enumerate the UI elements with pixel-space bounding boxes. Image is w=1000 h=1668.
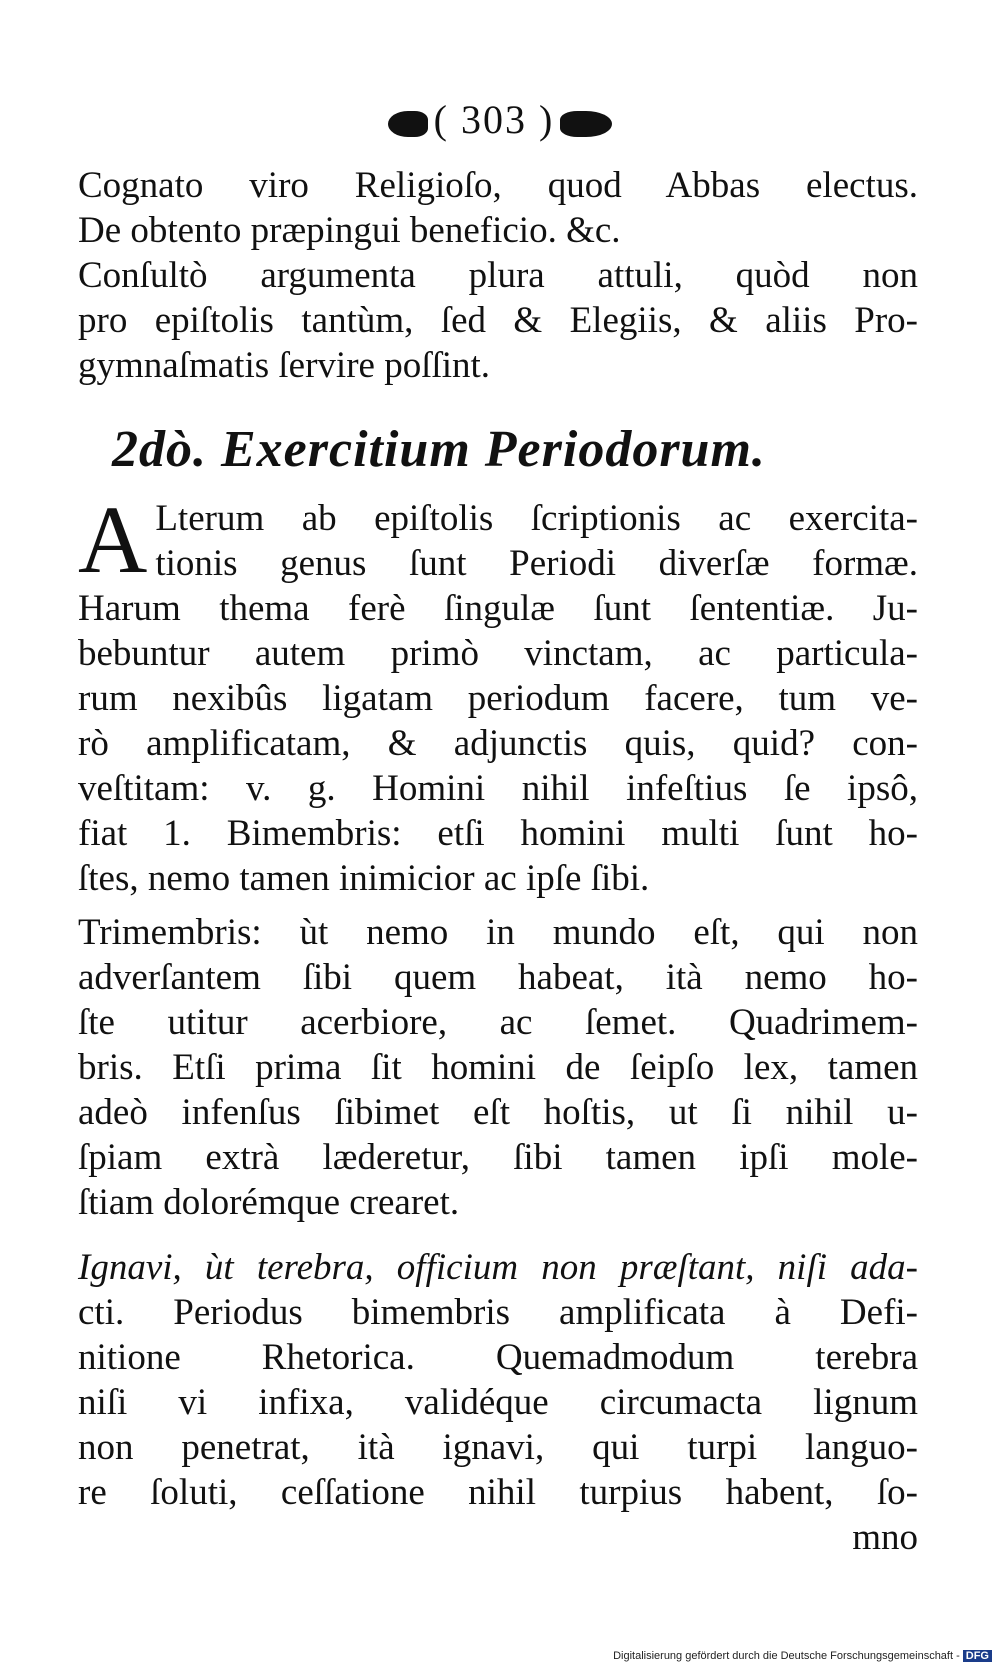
text-line: ſpiam extrà læderetur, ſibi tamen ipſi mole- — [78, 1137, 918, 1178]
paragraph-block-3 — [78, 910, 918, 1225]
text-line: fiat 1. Bimembris: etſi homini multi ſunt ho- — [78, 813, 918, 854]
catchword: mno — [852, 1517, 918, 1558]
text-line: nitione Rhetorica. Quemadmodum terebra — [78, 1337, 918, 1378]
drop-cap: A — [78, 486, 148, 593]
text-line: re ſoluti, ceſſatione nihil turpius habent, ſo- — [78, 1472, 918, 1513]
dfg-logo: DFG — [963, 1650, 992, 1662]
text-line: Harum thema ferè ſingulæ ſunt ſententiæ. Ju- — [78, 588, 918, 629]
text-line: niſi vi infixa, validéque circumacta lignum — [78, 1382, 918, 1423]
ornament-right-icon — [560, 111, 612, 137]
paragraph-block-2 — [78, 486, 918, 901]
text-line: ſtiam dolorémque crearet. — [78, 1182, 460, 1223]
section-heading: 2dò. Exercitium Periodorum. — [112, 421, 766, 478]
text-line: Cognato viro Religioſo, quod Abbas electus. — [78, 165, 918, 206]
digitization-credit — [613, 1650, 992, 1662]
text-line: De obtento præpingui beneficio. &c. — [78, 210, 621, 251]
text-line: bris. Etſi prima ſit homini de ſeipſo lex, tamen — [78, 1047, 918, 1088]
text-line: bebuntur autem primò vinctam, ac particula- — [78, 633, 918, 674]
text-line: cti. Periodus bimembris amplificata à Defi- — [78, 1292, 918, 1333]
text-line: Conſultò argumenta plura attuli, quòd non — [78, 255, 918, 296]
text-line: rum nexibûs ligatam periodum facere, tum ve- — [78, 678, 918, 719]
text-line: rò amplificatam, & adjunctis quis, quid? con- — [78, 723, 918, 764]
text-line: veſtitam: v. g. Homini nihil infeſtius ſe ipsô, — [78, 768, 918, 809]
text-line: pro epiſtolis tantùm, ſed & Elegiis, & aliis Pro- — [78, 300, 918, 341]
text-line: gymnaſmatis ſervire poſſint. — [78, 345, 491, 386]
page-number: ( 303 ) — [433, 97, 555, 142]
paragraph-block-4 — [78, 1245, 918, 1560]
text-line: Lterum ab epiſtolis ſcriptionis ac exercita- — [155, 498, 918, 539]
text-line: ſtes, nemo tamen inimicior ac ipſe ſibi. — [78, 858, 650, 899]
text-line: non penetrat, ità ignavi, qui turpi languo- — [78, 1427, 918, 1468]
text-line: adeò infenſus ſibimet eſt hoſtis, ut ſi nihil u- — [78, 1092, 918, 1133]
ornament-left-icon — [388, 111, 428, 137]
text-line: Trimembris: ùt nemo in mundo eſt, qui non — [78, 912, 918, 953]
text-line: ſte utitur acerbiore, ac ſemet. Quadrimem- — [78, 1002, 918, 1043]
text-line: tionis genus ſunt Periodi diverſæ formæ. — [155, 543, 918, 584]
text-line: Ignavi, ùt terebra, officium non præſtant, niſi ada- — [78, 1247, 918, 1288]
page-header — [0, 96, 1000, 143]
text-line: adverſantem ſibi quem habeat, ità nemo ho- — [78, 957, 918, 998]
paragraph-block-1 — [78, 163, 918, 388]
footer-text: Digitalisierung gefördert durch die Deutsche Forschungsgemeinschaft - — [613, 1650, 960, 1662]
